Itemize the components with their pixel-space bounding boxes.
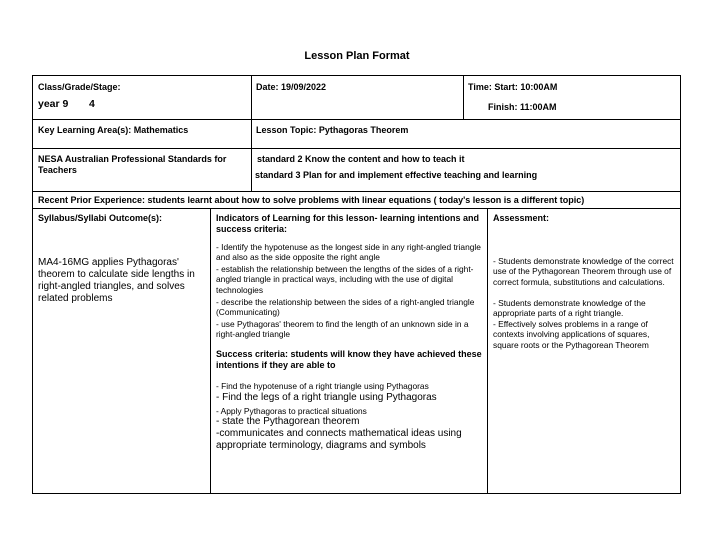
- standards-label-cell: [32, 148, 252, 192]
- date-label: Date: 19/09/2022: [256, 82, 327, 92]
- indicator-item: - Identify the hypotenuse as the longest side in any right-angled triangle and also as the side opposite the right angle: [216, 242, 481, 263]
- prior-experience-cell: [32, 191, 681, 209]
- indicators-cell: [210, 208, 488, 494]
- assessment-cell: [487, 208, 681, 494]
- date-cell: [251, 75, 464, 120]
- standard-3: standard 3 Plan for and implement effective teaching and learning: [255, 170, 538, 180]
- success-item: - Apply Pythagoras to practical situations: [216, 406, 367, 416]
- assessment-item: - Students demonstrate knowledge of the appropriate parts of a right triangle.: [493, 298, 646, 319]
- assessment-item: - Effectively solves problems in a range of contexts involving applications of squares, square roots or the Pythagorean Theorem: [493, 319, 650, 350]
- success-item: - Find the legs of a right triangle using Pythagoras: [216, 392, 437, 403]
- success-item: - state the Pythagorean theorem: [216, 416, 360, 427]
- time-finish: Finish: 11:00AM: [488, 102, 557, 112]
- kla-label: Key Learning Area(s): Mathematics: [38, 125, 189, 135]
- assessment-heading: Assessment:: [493, 213, 550, 223]
- assessment-item: - Students demonstrate knowledge of the correct use of the Pythagorean Theorem through use of correct formula, substitutions and calculations.: [493, 256, 674, 287]
- kla-cell: [32, 119, 252, 149]
- indicator-item: - use Pythagoras' theorem to find the length of an unknown side in a right-angled triangle: [216, 319, 469, 340]
- prior-experience: Recent Prior Experience: students learnt about how to solve problems with linear equations ( today's lesson is a different topic): [38, 195, 585, 205]
- indicator-item: - establish the relationship between the lengths of the sides of a right-angled triangle in practical ways, including with the use of digital technologies: [216, 264, 474, 295]
- standards-label: NESA Australian Professional Standards for Teachers: [38, 154, 227, 175]
- standard-2: standard 2 Know the content and how to teach it: [257, 154, 465, 164]
- class-value: year 9: [38, 98, 69, 110]
- class-label: Class/Grade/Stage:: [38, 82, 121, 92]
- success-item: -communicates and connects mathematical ideas using appropriate terminology, diagrams and symbols: [216, 428, 462, 451]
- indicator-item: - describe the relationship between the sides of a right-angled triangle (Communicating): [216, 297, 475, 318]
- outcomes-text: MA4-16MG applies Pythagoras' theorem to calculate side lengths in right-angled triangles, and solves related problems: [38, 257, 195, 304]
- class-cell: [32, 75, 252, 120]
- success-heading: Success criteria: students will know they have achieved these intentions if they are able to: [216, 349, 482, 370]
- outcomes-cell: [32, 208, 211, 494]
- document-title: Lesson Plan Format: [304, 50, 410, 62]
- time-cell: [463, 75, 681, 120]
- standards-cell: [251, 148, 681, 192]
- class-number: 4: [89, 98, 95, 110]
- topic-label: Lesson Topic: Pythagoras Theorem: [256, 125, 409, 135]
- success-item: - Find the hypotenuse of a right triangle using Pythagoras: [216, 381, 429, 391]
- time-start: Time: Start: 10:00AM: [468, 82, 558, 92]
- outcomes-heading: Syllabus/Syllabi Outcome(s):: [38, 213, 163, 223]
- topic-cell: [251, 119, 681, 149]
- indicators-heading: Indicators of Learning for this lesson- learning intentions and success criteria:: [216, 213, 480, 234]
